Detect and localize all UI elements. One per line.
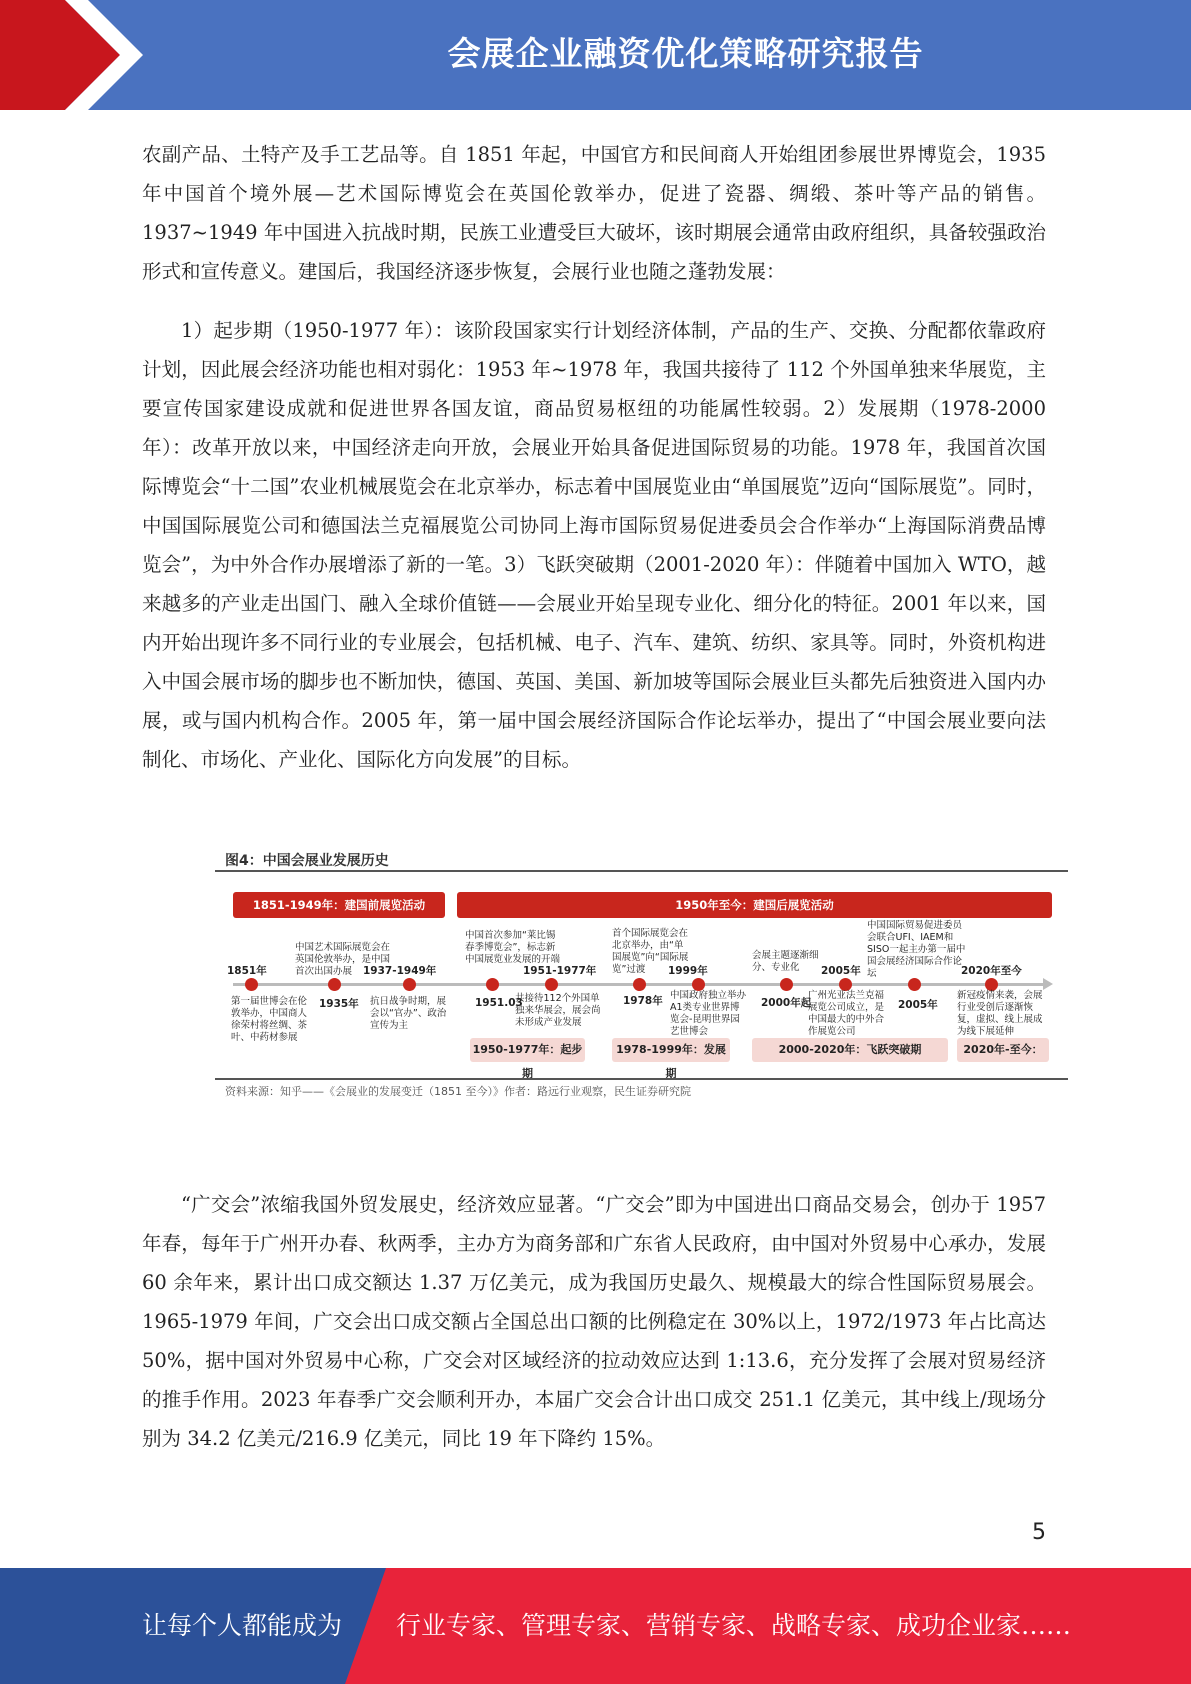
event-2000-text: 会展主题逐渐细分、专业化 [752,950,819,973]
timeline-dot [908,978,921,991]
year-2005-b: 2005年 [898,999,938,1011]
event-1935-text: 中国艺术国际展览会在英国伦敦举办，是中国首次出国办展 [295,942,391,977]
page-footer [0,1568,1191,1684]
figure-title: 图4：中国会展业发展历史 [225,853,389,869]
event-2020-text: 新冠疫情来袭，会展行业受创后逐渐恢复，虚拟、线上展成为线下展延伸 [957,990,1043,1037]
history-timeline-figure [215,850,1068,1100]
banner-pre-1949: 1851-1949年：建国前展览活动 [233,892,445,918]
year-1999: 1999年 [668,965,708,977]
figure-source: 资料来源：知乎——《会展业的发展变迁（1851 至今）》作者：路远行业观察，民生证券研究院 [225,1085,691,1098]
event-1851-text: 第一届世博会在伦敦举办，中国商人徐荣村将丝绸、茶叶、中药材参展 [231,996,308,1043]
phase-startup: 1950-1977年：起步期 [470,1038,585,1062]
year-1951-1977: 1951-1977年 [523,965,597,977]
timeline-dot [545,978,558,991]
paragraph-history [142,311,1046,779]
year-2020: 2020年至今 [961,965,1022,977]
figure-bottom-rule [215,1078,1068,1080]
paragraph-text: 1）起步期（1950-1977 年）：该阶段国家实行计划经济体制，产品的生产、交换、分配都依靠政府计划，因此展会经济功能也相对弱化：1953 年~1978 年，我国共接待了 112 个外国单独来华展览，主要宣传国家建设成就和促进世界各国友谊，商品贸易枢纽的功能属性较弱。2）发展期（1978-2000 年）：改革开放以来，中国经济走向开放，会展业开始具备促进国际贸易的功能。1978 年，我国首次国际博览会“十二国”农业机械展览会在北京举办，标志着中国展览业由“单国展览”迈向“国际展览”。同时，中国国际展览公司和德国法兰克福展览公司协同上海市国际贸易促进委员会合作举办“上海国际消费品博览会”，为中外合作办展增添了新的一笔。3）飞跃突破期（2001-2020 年）：伴随着中国加入 WTO，越来越多的产业走出国门、融入全球价值链——会展业开始呈现专业化、细分化的特征。2001 年以来，国内开始出现许多不同行业的专业展会，包括机械、电子、汽车、建筑、纺织、家具等。同时，外资机构进入中国会展市场的脚步也不断加快，德国、英国、美国、新加坡等国际会展业巨头都先后独资进入国内办展，或与国内机构合作。2005 年，第一届中国会展经济国际合作论坛举办，提出了“中国会展业要向法制化、市场化、产业化、国际化方向发展”的目标。 [142,319,1046,771]
figure-top-rule [215,870,1068,872]
event-1951-1977-text: 共接待112个外国单独来华展会，展会尚未形成产业发展 [515,993,601,1028]
timeline-dot [403,978,416,991]
phase-current: 2020年-至今： [957,1038,1049,1062]
event-2005-text: 广州光亚法兰克福展览公司成立，是中国最大的中外合作展览公司 [808,990,885,1037]
timeline-arrow-icon [1043,978,1053,990]
report-title: 会展企业融资优化策略研究报告 [447,34,924,73]
year-1851: 1851年 [227,965,267,977]
timeline-dot [245,978,258,991]
phase-leap: 2000-2020年：飞跃突破期 [752,1038,948,1062]
year-1937-1949: 1937-1949年 [363,965,437,977]
banner-post-1949: 1950年至今：建国后展览活动 [457,892,1052,918]
page-header [0,0,1191,110]
timeline-dot [328,978,341,991]
footer-slogan-left: 让每个人都能成为 [142,1611,343,1640]
timeline-dot [633,978,646,991]
year-2000: 2000年起 [761,997,812,1009]
paragraph-canton-fair [142,1185,1046,1458]
phase-development: 1978-1999年：发展期 [612,1038,730,1062]
event-2005-forum-text: 中国国际贸易促进委员会联合UFI、IAEM和SISO一起主办第一届中国会展经济国际合作论坛 [867,920,966,979]
event-1999-text: 中国政府独立举办A1类专业世界博览会-昆明世界园艺世博会 [670,990,747,1037]
year-2005-a: 2005年 [821,965,861,977]
event-1937-text: 抗日战争时期，展会以“官办”、政治宣传为主 [370,996,447,1031]
paragraph-text: 农副产品、土特产及手工艺品等。自 1851 年起，中国官方和民间商人开始组团参展世界博览会，1935 年中国首个境外展—艺术国际博览会在英国伦敦举办，促进了瓷器、绸缎、茶叶等产品的销售。1937~1949 年中国进入抗战时期，民族工业遭受巨大破坏，该时期展会通常由政府组织，具备较强政治形式和宣传意义。建国后，我国经济逐步恢复，会展行业也随之蓬勃发展： [142,143,1046,283]
event-1951-text: 中国首次参加“莱比锡春季博览会”，标志新中国展览业发展的开端 [465,930,561,965]
timeline-dot [780,978,793,991]
year-1978: 1978年 [623,995,663,1007]
year-1951-03: 1951.03 [475,997,523,1009]
paragraph-text: “广交会”浓缩我国外贸发展史，经济效应显著。“广交会”即为中国进出口商品交易会，创办于 1957 年春，每年于广州开办春、秋两季，主办方为商务部和广东省人民政府，由中国对外贸易中心承办，发展 60 余年来，累计出口成交额达 1.37 万亿美元，成为我国历史最久、规模最大的综合性国际贸易展会。1965-1979 年间，广交会出口成交额占全国总出口额的比例稳定在 30%以上，1972/1973 年占比高达 50%，据中国对外贸易中心称，广交会对区域经济的拉动效应达到 1:13.6，充分发挥了会展对贸易经济的推手作用。2023 年春季广交会顺利开办，本届广交会合计出口成交 251.1 亿美元，其中线上/现场分别为 34.2 亿美元/216.9 亿美元，同比 19 年下降约 15%。 [142,1193,1046,1450]
footer-slogan-right: 行业专家、管理专家、营销专家、战略专家、成功企业家…… [396,1611,1072,1640]
page-number: 5 [1032,1520,1046,1545]
header-arrow-decoration [0,0,160,110]
year-1935: 1935年 [319,998,359,1010]
paragraph-intro [142,135,1046,291]
timeline-dot [486,978,499,991]
event-1978-text: 首个国际展览会在北京举办，由“单国展览”向“国际展览”过渡 [612,928,689,975]
